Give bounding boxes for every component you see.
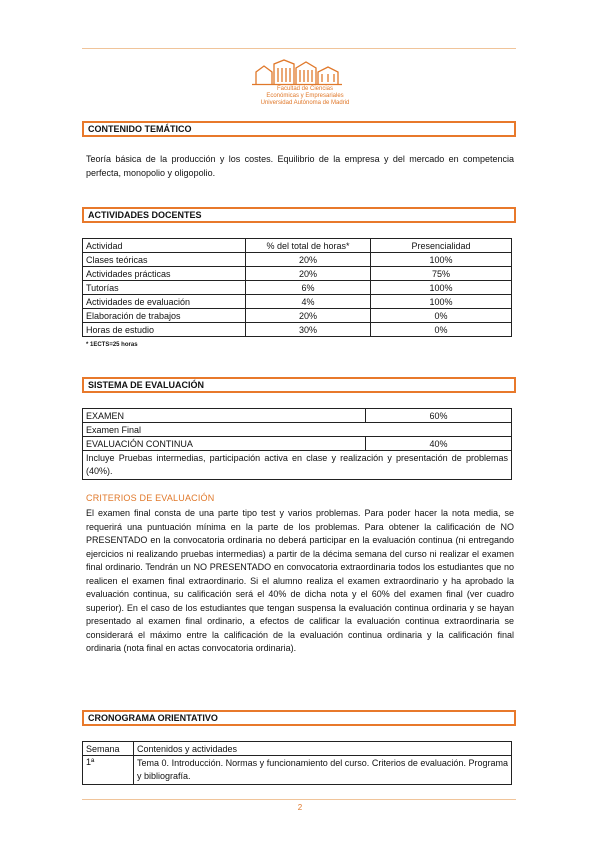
table-header-row: [83, 239, 512, 253]
table-row: [83, 409, 512, 423]
section-contenido-title: CONTENIDO TEMÁTICO: [82, 121, 516, 137]
table-cell: Incluye Pruebas intermedias, participación activa en clase y realización y presentación de problemas (40%).: [83, 451, 512, 480]
table-cell: Tema 0. Introducción. Normas y funcionamiento del curso. Criterios de evaluación. Programa y bibliografía.: [134, 756, 512, 785]
table-cell: Horas de estudio: [83, 323, 246, 337]
table-row: [83, 281, 512, 295]
table-cell: Examen Final: [83, 423, 512, 437]
table-header-row: [83, 742, 512, 756]
table-row: [83, 253, 512, 267]
table-cell: EXAMEN: [83, 409, 366, 423]
table-header-cell: Presencialidad: [371, 239, 512, 253]
table-header-cell: Semana: [83, 742, 134, 756]
table-row: [83, 323, 512, 337]
table-cell: EVALUACIÓN CONTINUA: [83, 437, 366, 451]
table-cell: 30%: [246, 323, 371, 337]
table-row: [83, 295, 512, 309]
table-cell: 75%: [371, 267, 512, 281]
table-cell: 40%: [366, 437, 512, 451]
table-cell: Actividades prácticas: [83, 267, 246, 281]
logo-line-1: Facultad de Ciencias: [276, 86, 334, 92]
criterios-title: CRITERIOS DE EVALUACIÓN: [86, 493, 215, 503]
actividades-table: [82, 238, 512, 337]
table-cell: 60%: [366, 409, 512, 423]
table-cell: 100%: [371, 295, 512, 309]
ects-note: * 1ECTS=25 horas: [86, 342, 138, 348]
section-actividades-title: ACTIVIDADES DOCENTES: [82, 207, 516, 223]
table-header-cell: % del total de horas*: [246, 239, 371, 253]
table-cell: 100%: [371, 281, 512, 295]
table-cell: 20%: [246, 267, 371, 281]
table-cell: 1ª: [83, 756, 134, 785]
faculty-logo: [250, 58, 360, 114]
table-cell: 0%: [371, 323, 512, 337]
table-row: [83, 451, 512, 480]
table-row: [83, 756, 512, 785]
footer-rule: [82, 799, 516, 800]
table-cell: 20%: [246, 253, 371, 267]
section-evaluacion-title: SISTEMA DE EVALUACIÓN: [82, 377, 516, 393]
evaluacion-table: [82, 408, 512, 480]
page-number: 2: [297, 803, 303, 812]
section-cronograma-title: CRONOGRAMA ORIENTATIVO: [82, 710, 516, 726]
logo-line-2: Económicas y Empresariales: [266, 93, 344, 99]
header-rule: [82, 48, 516, 49]
table-row: [83, 423, 512, 437]
table-cell: 100%: [371, 253, 512, 267]
table-header-cell: Actividad: [83, 239, 246, 253]
table-cell: 0%: [371, 309, 512, 323]
table-cell: Clases teóricas: [83, 253, 246, 267]
table-cell: 20%: [246, 309, 371, 323]
logo-line-3: Universidad Autónoma de Madrid: [260, 100, 350, 106]
table-cell: Elaboración de trabajos: [83, 309, 246, 323]
table-cell: Actividades de evaluación: [83, 295, 246, 309]
table-cell: 6%: [246, 281, 371, 295]
building-logo-icon: [250, 58, 360, 86]
table-cell: Tutorías: [83, 281, 246, 295]
cronograma-table: [82, 741, 512, 785]
table-row: [83, 309, 512, 323]
criterios-text: El examen final consta de una parte tipo test y varios problemas. Para poder hacer la nota media, se requerirá una puntuación mínima en la parte de los problemas. Para obtener la calificación de NO PRESENTADO en la convocatoria ordinaria no deberá participar en la evaluación continua (ni entregando ejercicios ni realizando pruebas intermedias) a partir de la décima semana del curso ni realizar el examen final ordinario. Tendrán un NO PRESENTADO en convocatoria extraordinaria todos los estudiantes que no realicen el examen final extraordinario. Si el alumno realiza el examen extraordinario y ha aprobado la evaluación continua, su calificación será el 40% de dicha nota y el 60% del examen final (ver cuadro superior). En el caso de los estudiantes que tengan suspensa la evaluación continua ordinaria y se hayan presentado al examen final ordinario, a efectos de calificar la evaluación continua extraordinaria se considerará el máximo entre la calificación de la evaluación continua ordinaria y la calificación final ordinaria (nota final en actas convocatoria ordinaria).: [86, 508, 514, 653]
table-row: [83, 437, 512, 451]
table-cell: 4%: [246, 295, 371, 309]
contenido-text: Teoría básica de la producción y los costes. Equilibrio de la empresa y del mercado en competencia perfecta, monopolio y oligopolio.: [86, 154, 514, 178]
table-header-cell: Contenidos y actividades: [134, 742, 512, 756]
logo-text: [250, 86, 360, 107]
table-row: [83, 267, 512, 281]
